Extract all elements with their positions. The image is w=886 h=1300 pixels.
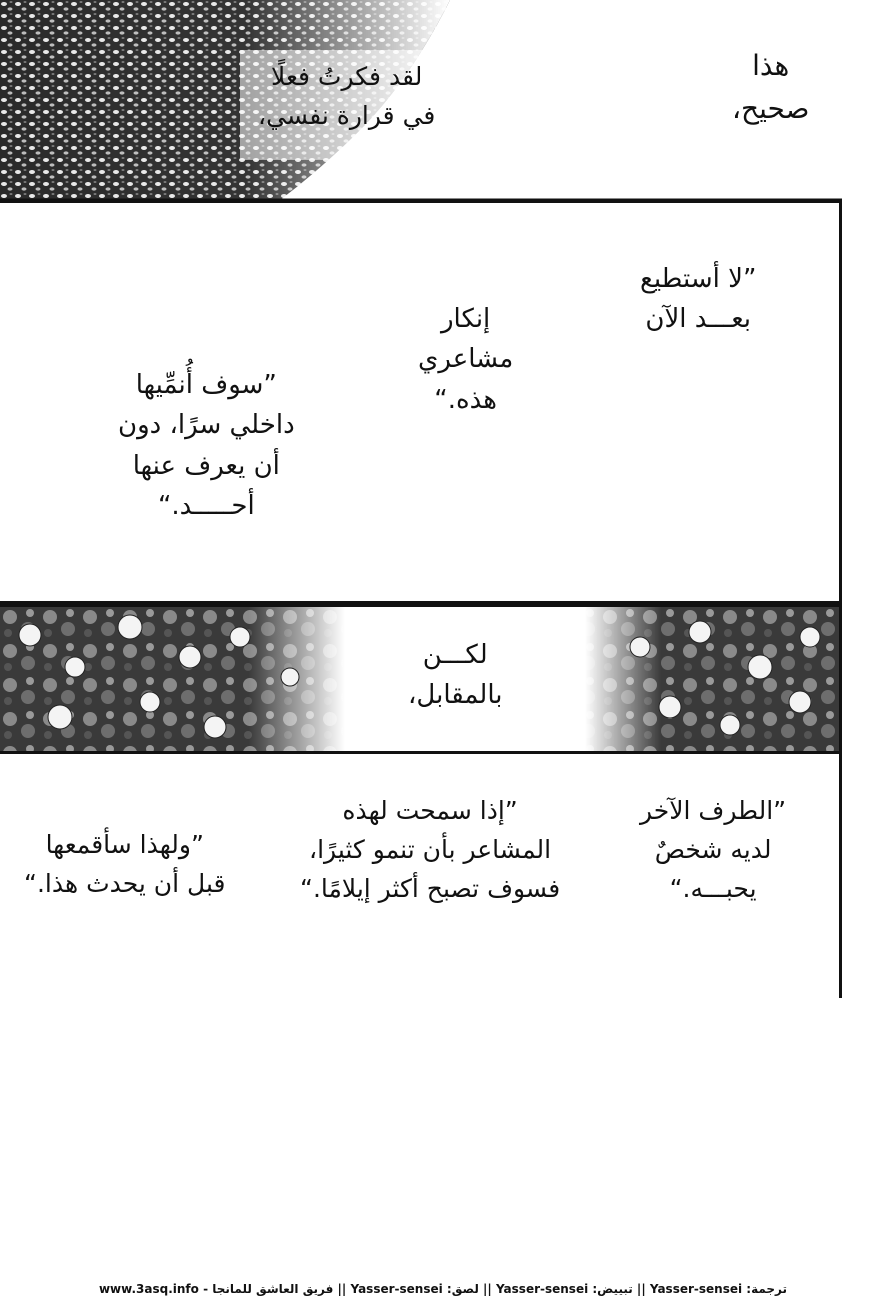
speech-line: فسوف تصبح أكثر إيلامًا.“ (300, 873, 561, 903)
speech-line: أن يعرف عنها (132, 450, 280, 481)
speech-line: هذا (752, 49, 790, 82)
speech-block-left (118, 365, 295, 526)
speech-line: في قرارة نفسي، (258, 100, 436, 130)
speech-line: مشاعري (418, 344, 514, 375)
speech-block-left (24, 826, 225, 904)
speech-line: لكـــن (422, 640, 488, 670)
bottom-panel (0, 754, 842, 998)
speech-line: ”الطرف الآخر (640, 796, 787, 825)
speech-line: ”إذا سمحت لهذه (342, 796, 518, 825)
speech-line: بعـــد الآن (645, 304, 752, 335)
flower-panel (0, 604, 842, 754)
speech-bubble-narration (732, 44, 809, 131)
top-panel (0, 0, 886, 200)
speech-line: إنكار (440, 304, 491, 334)
speech-bubble-thought (258, 58, 435, 136)
speech-line: ”لا أستطيع (640, 264, 757, 294)
speech-line: ”سوف أُنمِّيها (135, 370, 277, 400)
speech-block-right (640, 792, 786, 908)
speech-line: لقد فكرتُ فعلًا (271, 62, 423, 91)
speech-line: هذه.“ (434, 384, 497, 415)
speech-line: يحبـــه.“ (669, 873, 757, 903)
speech-block-center (300, 792, 560, 908)
speech-line: المشاعر بأن تنمو كثيرًا، (309, 834, 552, 864)
speech-block-center (408, 635, 503, 716)
speech-line: أحـــــد.“ (157, 490, 255, 521)
middle-panel (0, 200, 842, 604)
speech-line: بالمقابل، (408, 680, 503, 711)
speech-line: داخلي سرًا، دون (118, 410, 295, 441)
credits-footer: ترجمة: Yasser-sensei || تبييض: Yasser-sensei || لصق: Yasser-sensei || فريق العاشق للمانجا - www.3asq.info (0, 1278, 886, 1300)
speech-block-center (418, 299, 513, 420)
speech-line: ”ولهذا سأقمعها (45, 830, 204, 859)
speech-line: لديه شخصٌ (654, 834, 772, 864)
speech-line: قبل أن يحدث هذا.“ (24, 868, 226, 898)
speech-line: صحيح، (732, 92, 810, 126)
speech-block-right (640, 259, 756, 340)
